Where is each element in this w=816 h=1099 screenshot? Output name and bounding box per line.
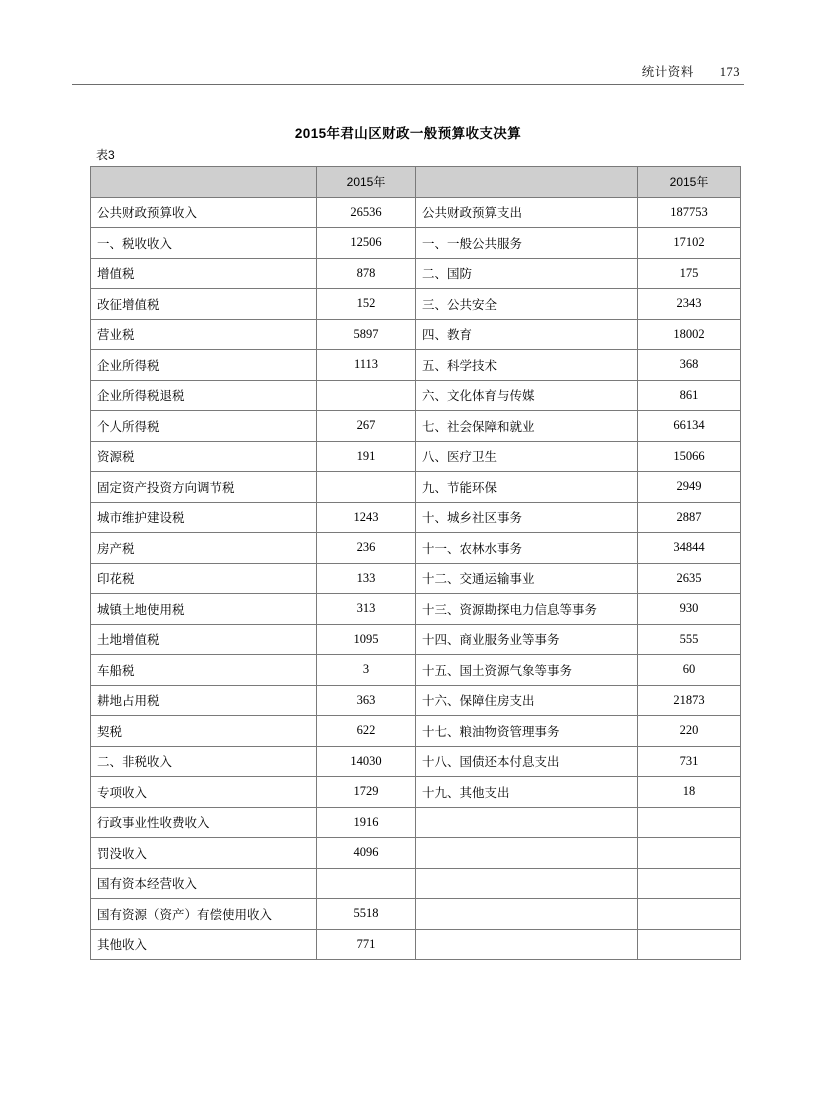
income-item-value: 1243: [317, 502, 416, 533]
income-item-label: 固定资产投资方向调节税: [91, 472, 317, 503]
income-item-value: 14030: [317, 746, 416, 777]
expense-item-value: [638, 868, 741, 899]
table-row: [91, 624, 741, 655]
expense-item-label: 九、节能环保: [416, 472, 638, 503]
expense-item-label: 十六、保障住房支出: [416, 685, 638, 716]
income-item-label: 城市维护建设税: [91, 502, 317, 533]
income-item-label: 契税: [91, 716, 317, 747]
table-label: 表3: [96, 148, 115, 162]
expense-item-value: 861: [638, 380, 741, 411]
expense-item-label: 十八、国债还本付息支出: [416, 746, 638, 777]
page-number: 173: [719, 65, 740, 79]
expense-item-label: 二、国防: [416, 258, 638, 289]
column-header-income-year: 2015年: [317, 167, 416, 198]
income-item-value: 1916: [317, 807, 416, 838]
income-item-label: 一、税收收入: [91, 228, 317, 259]
expense-item-value: 175: [638, 258, 741, 289]
income-item-label: 其他收入: [91, 929, 317, 960]
table-row: [91, 929, 741, 960]
table-row: [91, 594, 741, 625]
expense-item-label: 六、文化体育与传媒: [416, 380, 638, 411]
expense-item-value: 18002: [638, 319, 741, 350]
income-item-label: 房产税: [91, 533, 317, 564]
income-item-label: 印花税: [91, 563, 317, 594]
expense-item-value: [638, 807, 741, 838]
expense-item-value: 930: [638, 594, 741, 625]
income-item-value: 236: [317, 533, 416, 564]
expense-item-label: 十九、其他支出: [416, 777, 638, 808]
income-item-label: 土地增值税: [91, 624, 317, 655]
table-row: [91, 380, 741, 411]
budget-table: [90, 166, 741, 960]
income-item-label: 改征增值税: [91, 289, 317, 320]
table-row: [91, 319, 741, 350]
table-row: [91, 716, 741, 747]
table-row: [91, 868, 741, 899]
table-row: [91, 472, 741, 503]
table-row: [91, 350, 741, 381]
income-item-label: 国有资源（资产）有偿使用收入: [91, 899, 317, 930]
expense-item-label: 公共财政预算支出: [416, 197, 638, 228]
expense-item-value: 60: [638, 655, 741, 686]
budget-table-container: [90, 166, 740, 960]
income-item-label: 车船税: [91, 655, 317, 686]
header-divider: [72, 84, 744, 85]
expense-item-label: [416, 929, 638, 960]
table-row: [91, 746, 741, 777]
income-item-label: 城镇土地使用税: [91, 594, 317, 625]
expense-item-label: [416, 868, 638, 899]
table-row: [91, 563, 741, 594]
table-header: [91, 167, 741, 198]
column-header-expense-label: [416, 167, 638, 198]
expense-item-label: 十一、农林水事务: [416, 533, 638, 564]
header-section-title: 统计资料: [641, 65, 694, 79]
table-row: [91, 655, 741, 686]
income-item-label: 二、非税收入: [91, 746, 317, 777]
table-row: [91, 502, 741, 533]
expense-item-label: 四、教育: [416, 319, 638, 350]
column-header-income-label: [91, 167, 317, 198]
expense-item-value: 187753: [638, 197, 741, 228]
table-row: [91, 685, 741, 716]
expense-item-label: 十、城乡社区事务: [416, 502, 638, 533]
table-row: [91, 197, 741, 228]
expense-item-value: 18: [638, 777, 741, 808]
expense-item-value: 21873: [638, 685, 741, 716]
income-item-value: 152: [317, 289, 416, 320]
table-row: [91, 533, 741, 564]
table-row: [91, 777, 741, 808]
expense-item-value: 555: [638, 624, 741, 655]
income-item-label: 行政事业性收费收入: [91, 807, 317, 838]
expense-item-label: 一、一般公共服务: [416, 228, 638, 259]
column-header-expense-year: 2015年: [638, 167, 741, 198]
table-row: [91, 258, 741, 289]
income-item-value: 313: [317, 594, 416, 625]
expense-item-label: 十七、粮油物资管理事务: [416, 716, 638, 747]
income-item-label: 耕地占用税: [91, 685, 317, 716]
income-item-value: 1095: [317, 624, 416, 655]
expense-item-value: 731: [638, 746, 741, 777]
expense-item-value: [638, 929, 741, 960]
income-item-label: 国有资本经营收入: [91, 868, 317, 899]
expense-item-value: 15066: [638, 441, 741, 472]
table-row: [91, 838, 741, 869]
income-item-value: 3: [317, 655, 416, 686]
table-header-row: [91, 167, 741, 198]
income-item-label: 专项收入: [91, 777, 317, 808]
income-item-label: 增值税: [91, 258, 317, 289]
income-item-label: 个人所得税: [91, 411, 317, 442]
expense-item-value: 17102: [638, 228, 741, 259]
expense-item-value: [638, 899, 741, 930]
page-title: 2015年君山区财政一般预算收支决算: [294, 126, 522, 141]
expense-item-label: 十四、商业服务业等事务: [416, 624, 638, 655]
income-item-value: 267: [317, 411, 416, 442]
table-row: [91, 807, 741, 838]
expense-item-value: 66134: [638, 411, 741, 442]
income-item-value: 26536: [317, 197, 416, 228]
income-item-label: 营业税: [91, 319, 317, 350]
expense-item-value: 2949: [638, 472, 741, 503]
expense-item-label: [416, 838, 638, 869]
expense-item-label: 五、科学技术: [416, 350, 638, 381]
expense-item-label: [416, 899, 638, 930]
income-item-value: [317, 380, 416, 411]
expense-item-value: 220: [638, 716, 741, 747]
expense-item-value: 368: [638, 350, 741, 381]
expense-item-label: 十三、资源勘探电力信息等事务: [416, 594, 638, 625]
income-item-value: 363: [317, 685, 416, 716]
expense-item-value: 2635: [638, 563, 741, 594]
income-item-label: 罚没收入: [91, 838, 317, 869]
table-row: [91, 411, 741, 442]
income-item-value: 5897: [317, 319, 416, 350]
income-item-value: 1729: [317, 777, 416, 808]
income-item-value: 5518: [317, 899, 416, 930]
expense-item-label: 十二、交通运输事业: [416, 563, 638, 594]
income-item-value: 1113: [317, 350, 416, 381]
table-row: [91, 899, 741, 930]
table-body: [91, 197, 741, 960]
expense-item-label: 十五、国土资源气象等事务: [416, 655, 638, 686]
table-row: [91, 441, 741, 472]
expense-item-value: 2887: [638, 502, 741, 533]
income-item-value: 191: [317, 441, 416, 472]
table-row: [91, 289, 741, 320]
income-item-value: 878: [317, 258, 416, 289]
expense-item-label: 八、医疗卫生: [416, 441, 638, 472]
income-item-value: [317, 472, 416, 503]
income-item-value: 4096: [317, 838, 416, 869]
income-item-label: 资源税: [91, 441, 317, 472]
income-item-label: 企业所得税退税: [91, 380, 317, 411]
income-item-value: [317, 868, 416, 899]
expense-item-label: [416, 807, 638, 838]
income-item-label: 企业所得税: [91, 350, 317, 381]
income-item-value: 771: [317, 929, 416, 960]
income-item-value: 622: [317, 716, 416, 747]
income-item-value: 133: [317, 563, 416, 594]
expense-item-value: 34844: [638, 533, 741, 564]
income-item-value: 12506: [317, 228, 416, 259]
table-row: [91, 228, 741, 259]
header-inner: [72, 62, 744, 80]
income-item-label: 公共财政预算收入: [91, 197, 317, 228]
page-header: [72, 62, 744, 90]
expense-item-label: 七、社会保障和就业: [416, 411, 638, 442]
expense-item-value: 2343: [638, 289, 741, 320]
expense-item-label: 三、公共安全: [416, 289, 638, 320]
expense-item-value: [638, 838, 741, 869]
